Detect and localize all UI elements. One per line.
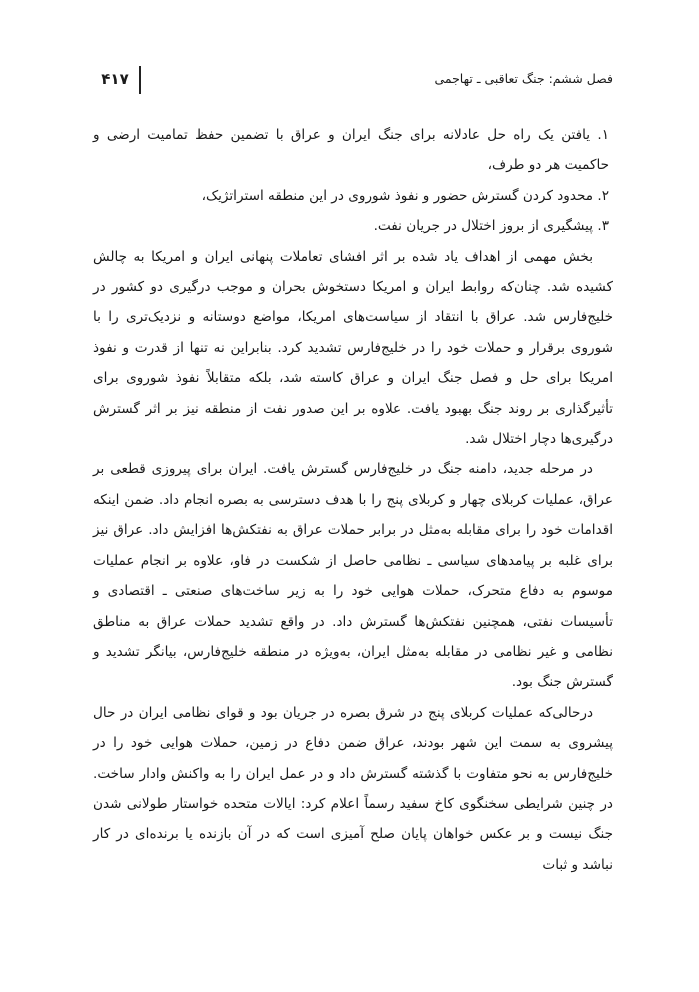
paragraph-2: در مرحله جدید، دامنه جنگ در خلیج‌فارس گسترش یافت. ایران برای پیروزی قطعی بر عراق، عملیات کربلای چهار و کربلای پنج را با هدف دسترسی به بصره انجام داد. ضمن اینکه اقدامات خود را برای مقابله به‌مثل در برابر حملات عراق به نفتکش‌ها افزایش داد. عراق نیز برای غلبه بر پیامدهای سیاسی ـ نظامی حاصل از شکست در فاو، علاوه بر انجام عملیات موسوم به دفاع متحرک، حملات هوایی خود را به زیر ساخت‌های صنعتی ـ اقتصادی و تأسیسات نفتی، همچنین نفتکش‌ها گسترش داد. در واقع تشدید حملات عراق به مناطق نظامی و غیر نظامی در مقابله به‌مثل ایران، به‌ویژه در منطقه خلیج‌فارس، بیانگر تشدید و گسترش جنگ بود. <box>93 461 613 691</box>
page-header <box>93 64 613 94</box>
paragraph-3: درحالی‌که عملیات کربلای پنج در شرق بصره در جریان بود و قوای نظامی ایران در حال پیشروی به سمت این شهر بودند، عراق ضمن دفاع در زمین، حملات هوایی خود را در خلیج‌فارس به نحو متفاوت با گذشته گسترش داد و در عمل ایران را به واکنش وادار ساخت. در چنین شرایطی سخنگوی کاخ سفید رسماً اعلام کرد: ایالات متحده خواستار طولانی شدن جنگ نیست و بر عکس خواهان پایان صلح آمیزی است که در آن بازنده یا برنده‌ای در کار نباشد و ثبات <box>93 704 613 873</box>
list-item-2: ۲. محدود کردن گسترش حضور و نفوذ شوروی در این منطقه استراتژیک، <box>201 187 609 204</box>
page-body <box>93 120 613 880</box>
header-divider <box>139 66 141 94</box>
page-number: ۴۱۷ <box>101 70 129 88</box>
list-item-3: ۳. پیشگیری از بروز اختلال در جریان نفت. <box>373 218 609 235</box>
list-item-1: ۱. یافتن یک راه حل عادلانه برای جنگ ایران و عراق با تضمین حفظ تمامیت ارضی و حاکمیت هر دو طرف، <box>93 127 609 174</box>
paragraph-1: بخش مهمی از اهداف یاد شده بر اثر افشای تعاملات پنهانی ایران و امریکا به چالش کشیده شد. چنان‌که روابط ایران و امریکا دستخوش بحران و موجب درگیری دو کشور در خلیج‌فارس شد. عراق با انتقاد از سیاست‌های امریکا، مواضع دوستانه و نزدیک‌تری را با شوروی برقرار و حملات خود را در خلیج‌فارس تشدید کرد. بنابراین نه تنها از قدرت و نفوذ امریکا برای حل و فصل جنگ ایران و عراق کاسته شد، بلکه متقابلاً نفوذ شوروی برای تأثیرگذاری بر روند جنگ بهبود یافت. علاوه بر این صدور نفت از منطقه نیز بر اثر گسترش درگیری‌ها دچار اختلال شد. <box>93 248 613 448</box>
running-title: فصل ششم: جنگ تعاقبی ـ تهاجمی <box>434 71 613 86</box>
